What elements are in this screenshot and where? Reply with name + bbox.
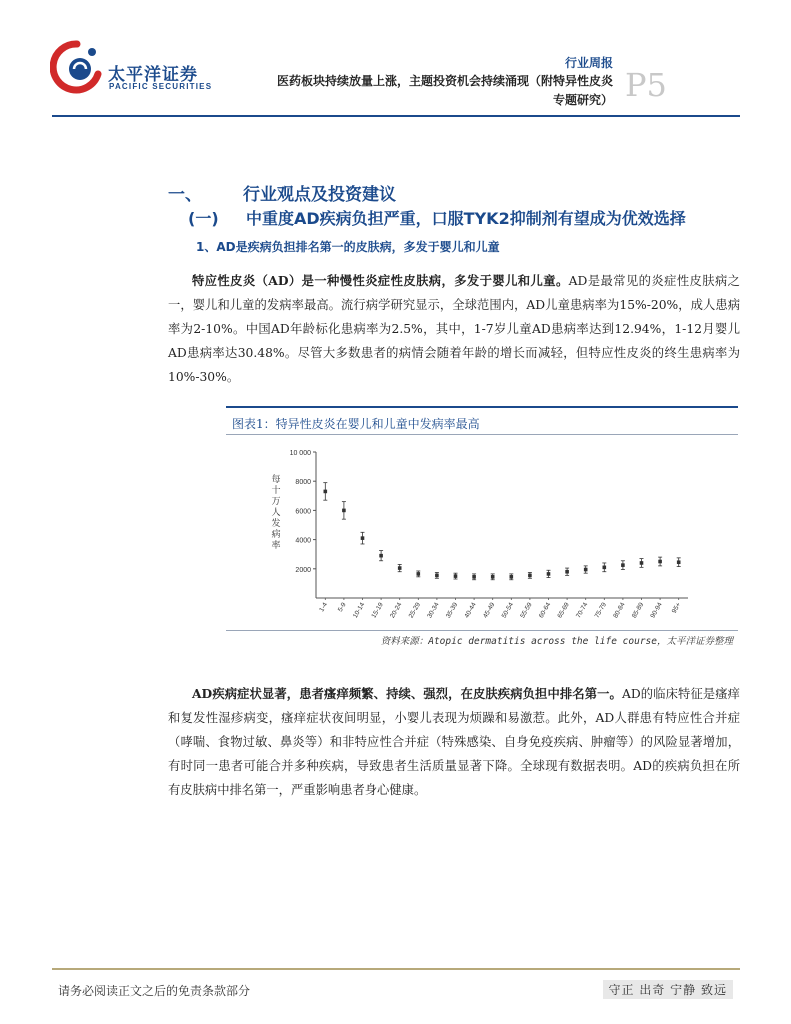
data-point	[547, 572, 551, 576]
body-paragraph-2	[168, 682, 740, 802]
data-point	[565, 570, 569, 574]
report-type: 行业周报	[564, 56, 613, 70]
footer-divider	[52, 968, 740, 970]
y-tick-label: 8000	[295, 479, 311, 487]
subsection-number: (一)	[188, 209, 219, 228]
subsection-title: 中重度AD疾病负担严重，口服TYK2抑制剂有望成为优效选择	[246, 209, 686, 228]
data-point	[528, 574, 532, 578]
company-motto: 守正 出奇 宁静 致远	[603, 980, 733, 999]
section-title: 行业观点及投资建议	[243, 185, 396, 205]
y-axis-label: 每十万人发病率	[271, 475, 281, 551]
x-tick-label: 40-44	[463, 601, 478, 620]
data-point	[491, 575, 495, 579]
data-point	[621, 563, 625, 567]
figure-source: 资料来源：Atopic dermatitis across the life course，太平洋证券整理	[380, 636, 733, 647]
x-tick-label: 25-29	[407, 601, 423, 620]
data-point	[658, 560, 662, 564]
x-tick-label: 55-59	[519, 601, 534, 620]
x-tick-label: 5-9	[336, 601, 348, 614]
data-point	[379, 554, 383, 558]
x-tick-label: 60-64	[537, 601, 553, 620]
y-tick-label: 10 000	[289, 450, 311, 457]
pacific-securities-logo-icon	[50, 40, 104, 94]
figure-top-rule	[226, 406, 738, 408]
figure-caption-rule	[226, 434, 738, 435]
sub-subsection-heading: 1、AD是疾病负担排名第一的皮肤病，多发于婴儿和儿童	[196, 240, 500, 254]
data-point	[454, 574, 458, 578]
data-point	[472, 575, 476, 579]
x-tick-label: 45-49	[482, 601, 497, 620]
report-title-line1: 医药板块持续放量上涨，主题投资机会持续涌现（附特异性皮炎	[276, 74, 613, 88]
data-point	[677, 560, 681, 564]
report-title	[228, 72, 613, 110]
data-point	[342, 509, 346, 513]
x-tick-label: 70-74	[575, 601, 590, 620]
x-tick-label: 1-4	[318, 601, 330, 614]
disclaimer-note: 请务必阅读正文之后的免责条款部分	[58, 984, 251, 998]
report-title-line2: 专题研究）	[552, 93, 613, 107]
subsection-heading	[188, 206, 686, 229]
data-point	[398, 566, 402, 570]
page-number: P5	[625, 66, 667, 104]
x-tick-label: 65-69	[556, 601, 571, 620]
data-point	[361, 536, 365, 540]
data-point	[640, 561, 644, 565]
incidence-chart	[260, 442, 700, 622]
paragraph-text: AD是最常见的炎症性皮肤病之一，婴儿和儿童的发病率最高。流行病学研究显示，全球范围内，AD儿童患病率为15%-20%，成人患病率为2-10%。中国AD年龄标化患病率为2.5%，其中，1-7岁儿童AD患病率达到12.94%，1-12月婴儿AD患病率达30.48%。尽管大多数患者的病情会随着年龄的增长而减轻，但特应性皮炎的终生患病率为10%-30%。	[168, 274, 740, 384]
x-tick-label: 95+	[670, 601, 683, 615]
x-tick-label: 15-19	[370, 601, 385, 620]
data-point	[324, 490, 328, 494]
logo-chinese-text: 太平洋证券	[108, 65, 198, 85]
section-heading-1	[168, 180, 396, 205]
header-divider	[52, 115, 740, 117]
figure-caption: 图表1：特异性皮炎在婴儿和儿童中发病率最高	[232, 417, 480, 431]
y-tick-label: 2000	[295, 566, 311, 574]
data-point	[417, 572, 421, 576]
paragraph-lead: 特应性皮炎（AD）是一种慢性炎症性皮肤病，多发于婴儿和儿童。	[192, 273, 569, 288]
logo-english-text: PACIFIC SECURITIES	[109, 82, 213, 91]
page-header	[0, 0, 791, 120]
data-point	[584, 568, 588, 572]
x-tick-label: 75-79	[593, 601, 609, 620]
body-paragraph-1	[168, 269, 740, 389]
paragraph-lead: AD疾病症状显著，患者瘙痒频繁、持续、强烈，在皮肤疾病负担中排名第一。	[192, 686, 622, 701]
data-point	[603, 566, 607, 570]
x-tick-label: 20-24	[389, 601, 404, 620]
x-tick-label: 35-39	[444, 601, 460, 620]
data-point	[510, 575, 514, 579]
figure-bottom-rule	[226, 630, 738, 631]
data-point	[435, 574, 439, 578]
x-tick-label: 50-54	[500, 601, 516, 620]
paragraph-text: AD的临床特征是瘙痒和复发性湿疹病变，瘙痒症状夜间明显，小婴儿表现为烦躁和易激惹。此外，AD人群患有特应性合并症（哮喘、食物过敏、鼻炎等）和非特应性合并症（特殊感染、自身免疫疾病、肿瘤等）的风险显著增加，有时同一患者可能合并多种疾病，导致患者生活质量显著下降。全球现有数据表明。AD的疾病负担在所有皮肤病中排名第一，严重影响患者身心健康。	[168, 687, 740, 797]
x-tick-label: 30-34	[426, 601, 441, 620]
x-tick-label: 10-14	[351, 601, 367, 620]
x-tick-label: 85-89	[630, 601, 646, 620]
y-tick-label: 6000	[295, 508, 311, 516]
section-number: 一、	[168, 185, 202, 205]
x-tick-label: 80-84	[612, 601, 627, 620]
y-tick-label: 4000	[295, 537, 311, 545]
x-tick-label: 90-94	[649, 601, 664, 620]
